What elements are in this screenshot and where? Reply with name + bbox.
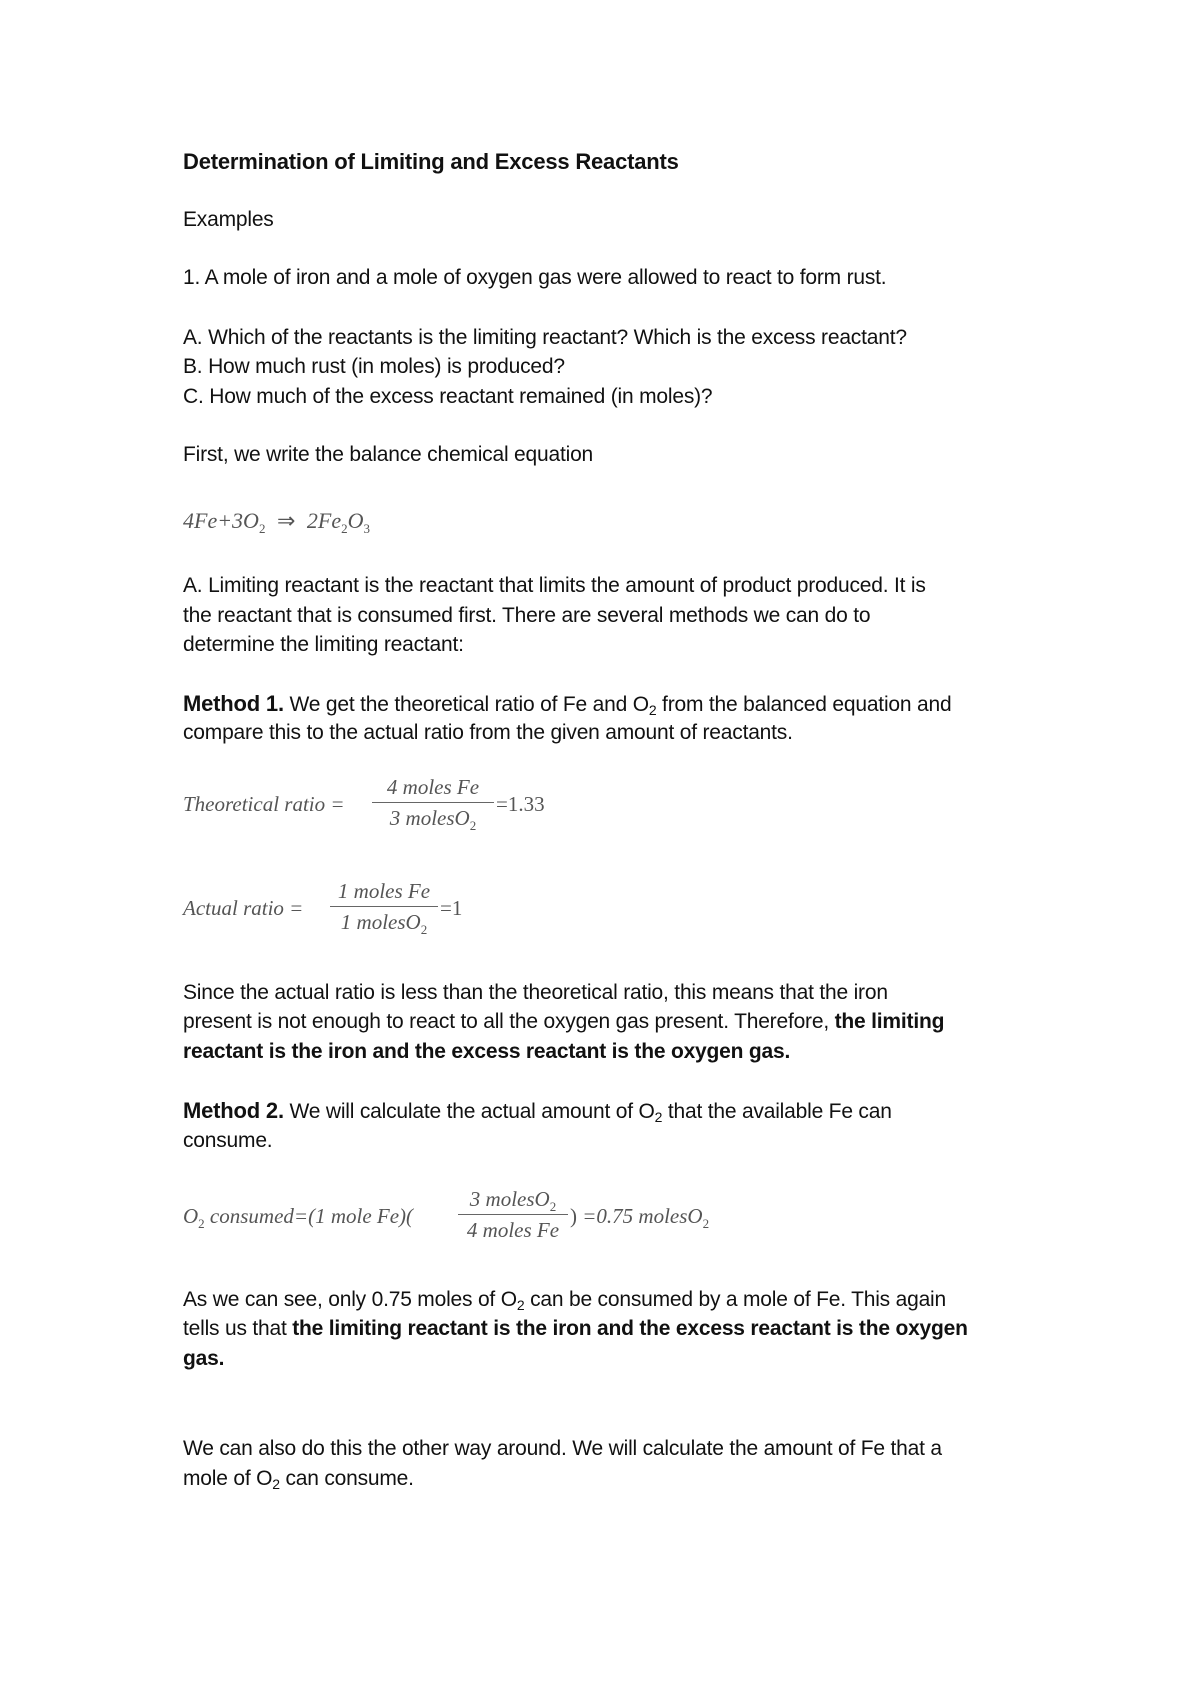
conclusion2-sub: 2 [516,1297,525,1313]
o2-consumed-result [570,1204,709,1229]
examples-heading: Examples [183,208,274,231]
conclusion2-text2: tells us that [183,1317,293,1340]
method1-line1 [183,690,951,719]
eq-rhs-sub-2: 2 [341,521,348,536]
method1-rest: from the balanced equation and [656,693,952,716]
method2-label: Method 2. [183,1098,284,1123]
actual-den-sub: 2 [420,922,428,937]
problem-statement: 1. A mole of iron and a mole of oxygen gas were allowed to react to form rust. [183,266,887,289]
theoretical-den-sub: 2 [469,818,477,833]
eq-lhs-fe: 4Fe [183,508,218,533]
o2-num-sub: 2 [549,1199,557,1214]
method2-line2: consume. [183,1129,273,1152]
first-step-text: First, we write the balance chemical equation [183,443,594,466]
conclusion1-bold: the limiting [834,1010,945,1033]
conclusion2-line3: gas. [183,1347,225,1370]
other-way-rest: can consume. [279,1467,414,1490]
conclusion2-line2 [183,1315,968,1343]
eq-rhs-fe: 2Fe [306,508,342,533]
actual-ratio-fraction [330,876,438,937]
conclusion2-bold: the limiting reactant is the iron and the excess reactant is the oxygen [292,1317,968,1340]
actual-numerator: 1 moles Fe [337,879,431,903]
eq-arrow: ⇒ [276,508,296,533]
o2-result-text: =0.75 molesO [582,1204,703,1228]
o2-lhs-sub: 2 [198,1216,205,1231]
eq-sub-2: 2 [258,521,266,536]
answer-a-line2: the reactant that is consumed first. There are several methods we can do to [183,604,871,627]
theoretical-ratio-label: Theoretical ratio = [183,792,345,816]
o2-denominator: 4 moles Fe [466,1218,560,1242]
eq-rhs-sub-3: 3 [363,521,370,536]
question-b: B. How much rust (in moles) is produced? [183,355,565,378]
o2-consumed-fraction [458,1184,568,1245]
theoretical-ratio-result: =1.33 [496,792,545,816]
question-a: A. Which of the reactants is the limiting reactant? Which is the excess reactant? [183,326,907,349]
actual-ratio-label: Actual ratio = [183,896,304,920]
answer-a-line1: A. Limiting reactant is the reactant that limits the amount of product produced. It is [183,574,926,597]
balanced-equation [183,508,370,534]
actual-den-text: 1 molesO [340,910,421,934]
o2-numerator [458,1184,568,1214]
conclusion1-line1: Since the actual ratio is less than the theoretical ratio, this means that the iron [183,981,888,1004]
o2-num-text: 3 molesO [469,1187,550,1211]
other-way-sub: 2 [272,1476,280,1492]
conclusion1-text: present is not enough to react to all the oxygen gas present. Therefore, [183,1010,835,1033]
o2-close-paren: ) [570,1204,577,1228]
actual-ratio-result: =1 [440,896,463,920]
o2-result-sub: 2 [702,1216,710,1231]
method1-label: Method 1. [183,691,284,716]
answer-a-line3: determine the limiting reactant: [183,633,464,656]
eq-rhs-o: O [347,508,364,533]
theoretical-den-text: 3 molesO [389,806,470,830]
o2-lhs-o: O [183,1204,199,1228]
theoretical-numerator: 4 moles Fe [386,775,480,799]
other-way-text: mole of O [183,1467,273,1490]
theoretical-denominator [372,803,494,833]
conclusion2-text: As we can see, only 0.75 moles of O [183,1288,517,1311]
method2-text: We will calculate the actual amount of O [283,1100,655,1123]
o2-consumed-lhs [183,1204,413,1229]
method1-line2: compare this to the actual ratio from the given amount of reactants. [183,721,793,744]
method1-text: We get the theoretical ratio of Fe and O [283,693,649,716]
conclusion1-line3: reactant is the iron and the excess reactant is the oxygen gas. [183,1040,791,1063]
method2-rest: that the available Fe can [662,1100,892,1123]
method2-line1 [183,1097,892,1126]
theoretical-ratio-fraction [372,772,494,833]
conclusion2-line1 [183,1286,946,1314]
method1-sub: 2 [648,702,657,718]
conclusion2-rest: can be consumed by a mole of Fe. This again [524,1288,946,1311]
actual-denominator [330,907,438,937]
method2-sub: 2 [654,1109,663,1125]
other-way-line2 [183,1465,414,1493]
document-title: Determination of Limiting and Excess Reactants [183,149,679,174]
eq-plus-o: +3O [217,508,259,533]
conclusion1-line2 [183,1008,944,1036]
question-c: C. How much of the excess reactant remained (in moles)? [183,385,713,408]
other-way-line1: We can also do this the other way around. We will calculate the amount of Fe that a [183,1437,942,1460]
o2-lhs-rest: consumed=(1 mole Fe)( [204,1204,414,1228]
